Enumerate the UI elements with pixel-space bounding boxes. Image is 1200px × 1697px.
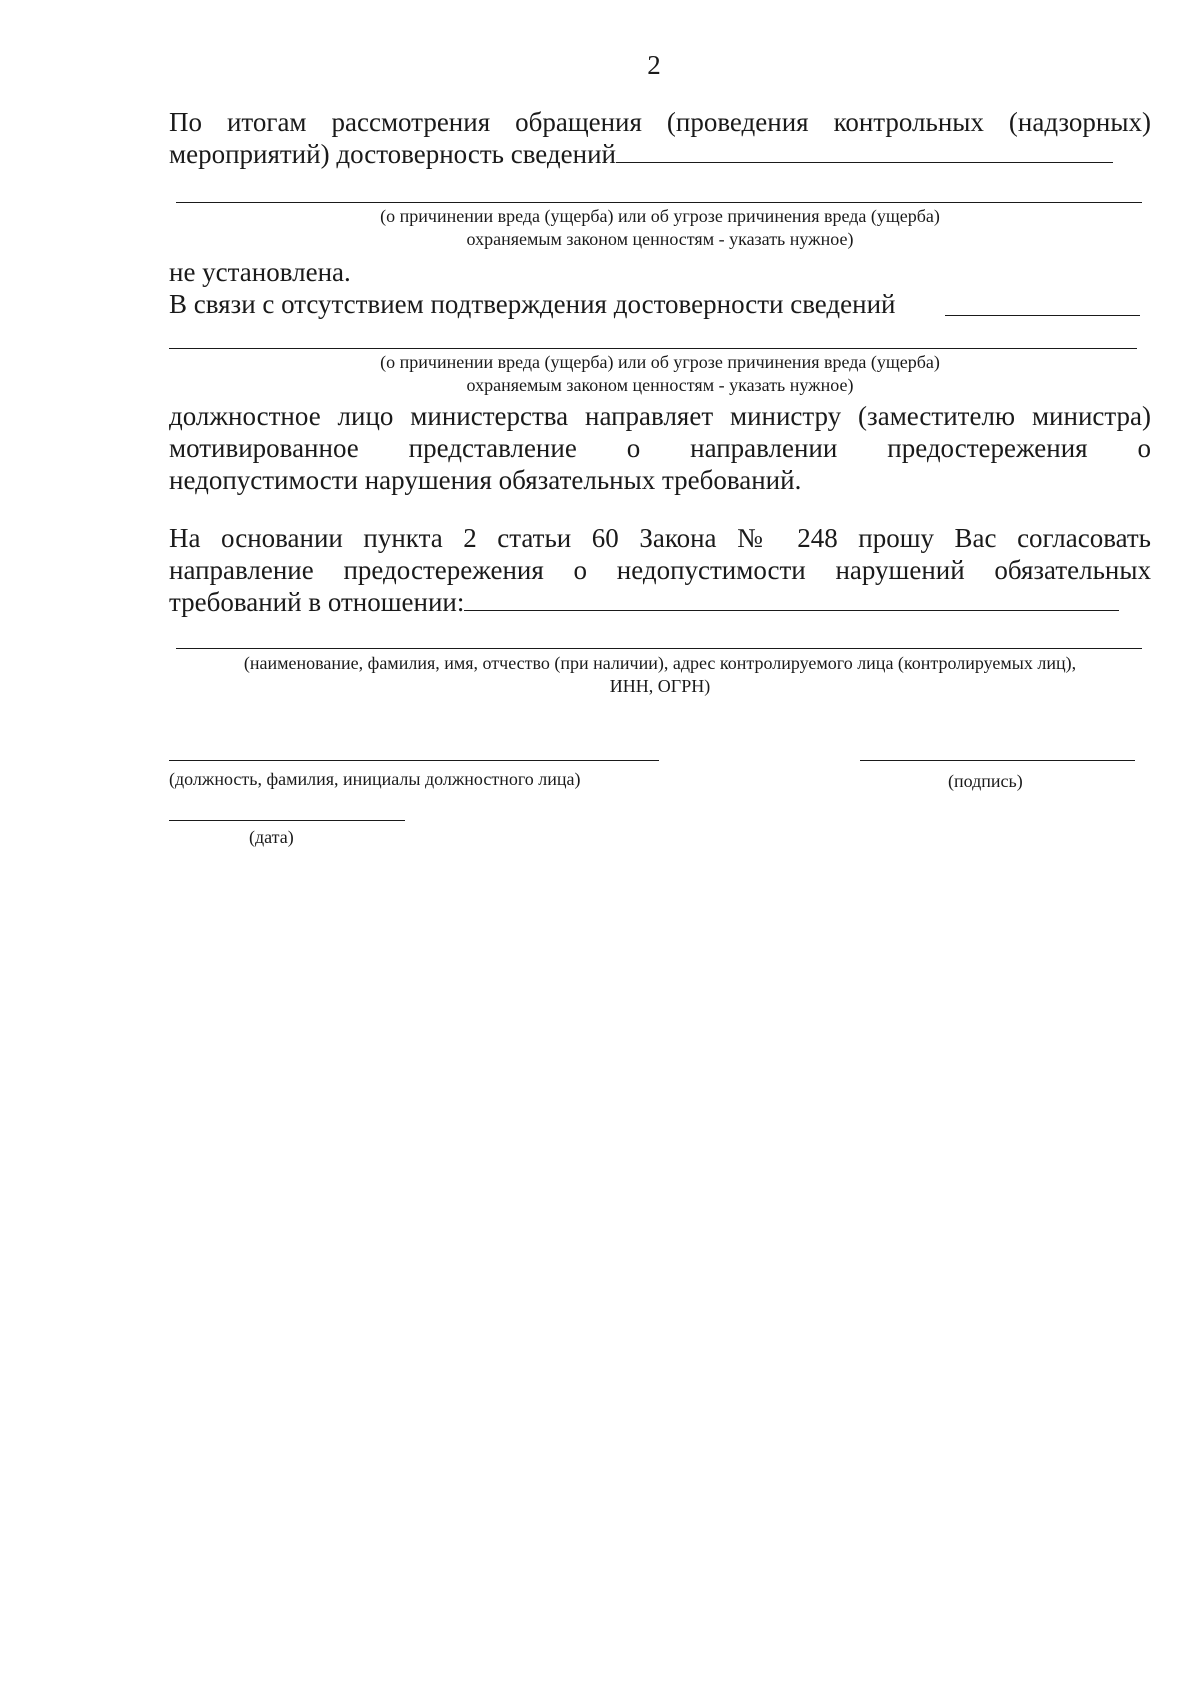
official-signature-line bbox=[169, 760, 659, 761]
absence-blank-line-2 bbox=[169, 348, 1137, 349]
controlled-person-blank-line bbox=[464, 590, 1119, 611]
caption-harm-2-line-2: охраняемым законом ценностям - указать нужное) bbox=[466, 375, 854, 395]
paragraph-official-line-1: должностное лицо министерства направляет министру (заместителю министра) bbox=[169, 401, 1151, 431]
date-caption: (дата) bbox=[249, 827, 294, 847]
paragraph-request bbox=[169, 522, 1151, 618]
absence-blank-line bbox=[945, 315, 1140, 316]
caption-harm-1 bbox=[169, 205, 1151, 251]
paragraph-request-line-2: направление предостережения о недопустимости нарушений обязательных bbox=[169, 555, 1151, 585]
caption-harm-2-line-1: (о причинении вреда (ущерба) или об угрозе причинения вреда (ущерба) bbox=[380, 352, 940, 372]
caption-controlled-person bbox=[169, 652, 1151, 698]
date-line bbox=[169, 820, 405, 821]
paragraph-result bbox=[169, 106, 1151, 170]
not-established-text: не установлена. bbox=[169, 257, 351, 287]
paragraph-result-line-2-text: мероприятий) достоверность сведений bbox=[169, 139, 616, 169]
signature-line bbox=[860, 760, 1135, 761]
caption-controlled-person-line-2: ИНН, ОГРН) bbox=[609, 676, 711, 696]
paragraph-official bbox=[169, 400, 1151, 496]
caption-harm-2 bbox=[169, 351, 1151, 397]
paragraph-result-line-2 bbox=[169, 138, 1151, 170]
paragraph-request-line-3-text: требований в отношении: bbox=[169, 587, 465, 617]
paragraph-official-line-3: недопустимости нарушения обязательных требований. bbox=[169, 465, 802, 495]
paragraph-result-line-1: По итогам рассмотрения обращения (проведения контрольных (надзорных) bbox=[169, 107, 1151, 137]
caption-harm-1-line-1: (о причинении вреда (ущерба) или об угрозе причинения вреда (ущерба) bbox=[380, 206, 940, 226]
paragraph-request-line-1: На основании пункта 2 статьи 60 Закона № 248 прошу Вас согласовать bbox=[169, 523, 1151, 553]
page-number: 2 bbox=[647, 50, 661, 80]
signature-caption: (подпись) bbox=[948, 771, 1023, 791]
paragraph-absence-line-1: В связи с отсутствием подтверждения достоверности сведений bbox=[169, 289, 896, 319]
official-caption: (должность, фамилия, инициалы должностного лица) bbox=[169, 769, 581, 789]
reliability-blank-line-2 bbox=[176, 202, 1142, 203]
controlled-person-blank-line-2 bbox=[176, 648, 1142, 649]
caption-controlled-person-line-1: (наименование, фамилия, имя, отчество (при наличии), адрес контролируемого лица (контролируемых лиц), bbox=[243, 653, 1077, 673]
caption-harm-1-line-2: охраняемым законом ценностям - указать нужное) bbox=[466, 229, 854, 249]
paragraph-official-line-2: мотивированное представление о направлении предостережения о bbox=[169, 433, 1151, 463]
paragraph-request-line-3 bbox=[169, 586, 1151, 618]
reliability-blank-line bbox=[616, 142, 1113, 163]
